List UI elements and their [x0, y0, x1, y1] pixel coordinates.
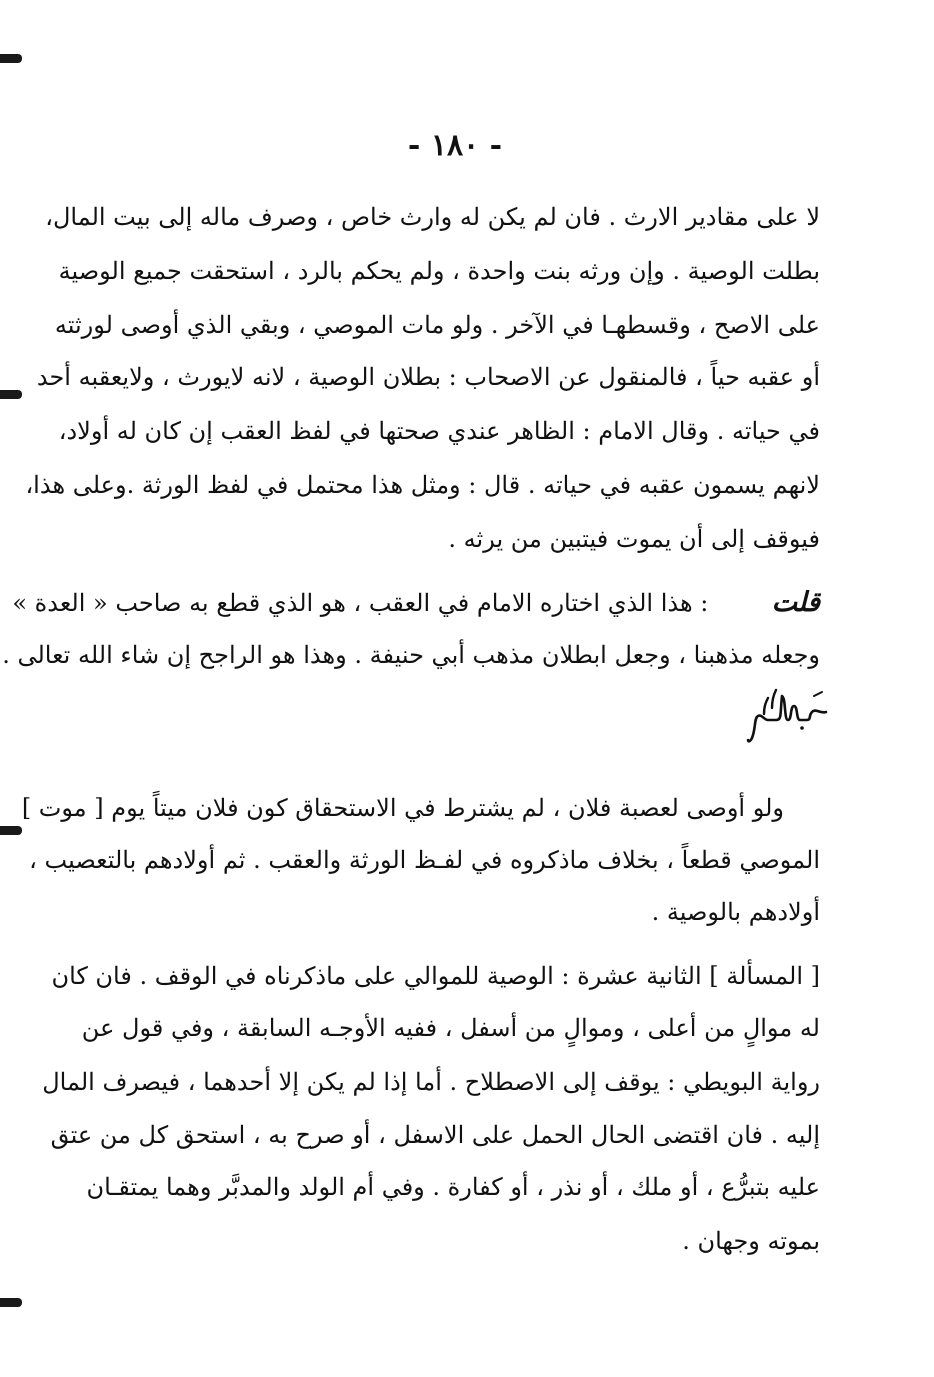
text-line: لا على مقادير الارث . فان لم يكن له وارث خاص ، وصرف ماله إلى بيت المال،: [45, 203, 820, 231]
scan-edge-mark: [0, 390, 22, 399]
text-line: له موالٍ من أعلى ، وموالٍ من أسفل ، ففيه الأوجـه السابقة ، وفي قول عن: [81, 1014, 820, 1042]
qult-line: [12, 583, 820, 623]
text-span: : هذا الذي اختاره الامام في العقب ، هو الذي قطع به صاحب « العدة »: [12, 589, 709, 617]
scan-edge-mark: [0, 1298, 22, 1307]
text-line: الموصي قطعاً ، بخلاف ماذكروه في لفـظ الورثة والعقب . ثم أولادهم بالتعصيب ،: [29, 846, 820, 874]
text-line: [ المسألة ] الثانية عشرة : الوصية للموالي على ماذكرناه في الوقف . فان كان: [51, 962, 820, 990]
text-line: إليه . فان اقتضى الحال الحمل على الاسفل ، أو صرح به ، استحق كل من عتق: [50, 1121, 820, 1149]
text-line: في حياته . وقال الامام : الظاهر عندي صحتها في لفظ العقب إن كان له أولاد،: [58, 417, 820, 445]
text-line: ولو أوصى لعصبة فلان ، لم يشترط في الاستحقاق كون فلان ميتاً يوم [ موت ]: [21, 794, 784, 822]
text-line: أولادهم بالوصية .: [651, 898, 820, 926]
text-line: رواية البويطي : يوقف إلى الاصطلاح . أما إذا لم يكن إلا أحدهما ، فيصرف المال: [42, 1068, 820, 1096]
text-line: بموته وجهان .: [682, 1227, 820, 1255]
text-span: [716, 589, 764, 617]
text-line: عليه بتبرُّع ، أو ملك ، أو نذر ، أو كفارة . وفي أم الولد والمدبَّر وهما يمتقـان: [86, 1173, 820, 1201]
text-line: وجعله مذهبنا ، وجعل ابطلان مذهب أبي حنيفة . وهذا هو الراجح إن شاء الله تعالى .: [2, 641, 820, 669]
text-line: لانهم يسمون عقبه في حياته . قال : ومثل هذا محتمل في لفظ الورثة .وعلى هذا،: [25, 471, 820, 499]
signature-wallahu-alam: [742, 684, 832, 748]
text-line: أو عقبه حياً ، فالمنقول عن الاصحاب : بطلان الوصية ، لانه لايورث ، ولايعقبه أحد: [36, 363, 820, 391]
text-line: بطلت الوصية . وإن ورثه بنت واحدة ، ولم يحكم بالرد ، استحقت جميع الوصية: [58, 257, 820, 285]
scan-edge-mark: [0, 826, 22, 835]
page-number: - ١٨٠ -: [407, 128, 503, 163]
qult-label: قلت: [771, 587, 820, 618]
text-line: على الاصح ، وقسطهـا في الآخر . ولو مات الموصي ، وبقي الذي أوصى لورثته: [54, 311, 820, 339]
scan-edge-mark: [0, 54, 22, 63]
text-line: فيوقف إلى أن يموت فيتبين من يرثه .: [448, 525, 820, 553]
